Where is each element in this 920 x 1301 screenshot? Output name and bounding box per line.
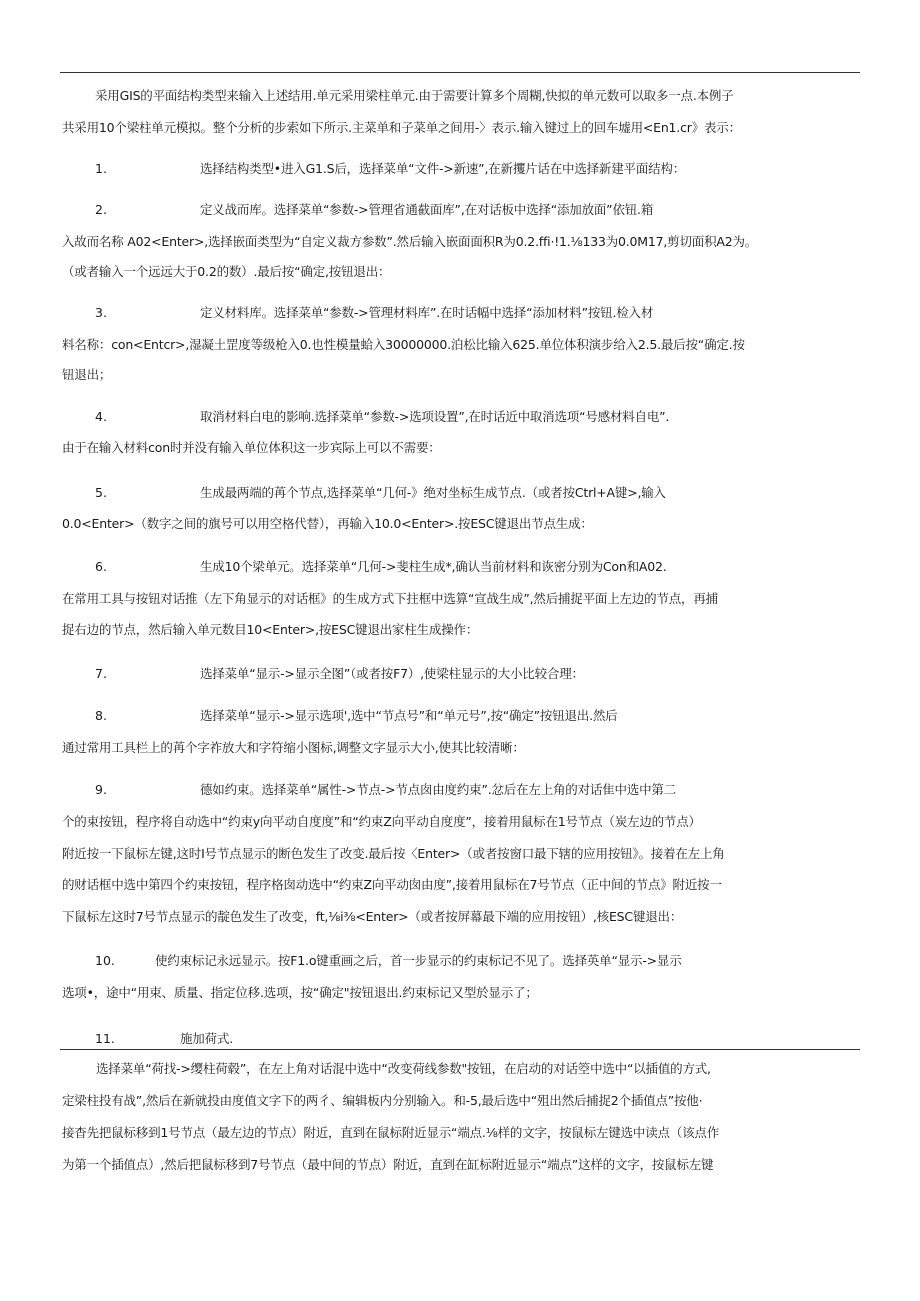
- step-number: 10.: [95, 953, 115, 968]
- step-text: 定义材料库。选择菜单“参数->管理材料库”.在时话幅中选择“添加材料”按钮.检入材: [200, 305, 654, 320]
- step-text: 生成10个梁单元。选择菜单“几何->斐柱生成*,确认当前材料和诙密分别为Con和A02.: [200, 559, 667, 574]
- tail-line: 接杳先把鼠标移到1号节点（最左边的节点）附近，直到在鼠标附近显示“端点.⅛样的文字，按鼠标左键选中读点（该点作: [62, 1125, 720, 1140]
- step-number: 1.: [95, 161, 107, 176]
- step-text: 选择菜单“显示->显示全图”（或者按F7）,使梁柱显示的大小比较合理：: [200, 666, 584, 681]
- intro-line: 共采用10个梁柱单元模拟。整个分析的步索如下所示.主菜单和子菜单之间用-〉表示.输入键过上的回车墟用<En1.cr》表示：: [62, 120, 741, 135]
- step-text: 0.0<Enter>（数字之间的旗号可以用空格代替），再输入10.0<Enter>.按ESC键退出节点生成：: [62, 516, 593, 531]
- step-text: 施加荷式.: [180, 1031, 233, 1046]
- step-text: 选择菜单“显示->显示选项',选中“节点号”和“单元号”,按“确定”按钮退出.然后: [200, 708, 618, 723]
- step-number: 7.: [95, 666, 107, 681]
- step-text: 钮退出；: [62, 367, 112, 382]
- step-text: 个的束按钮，程序将自动选中“约束y向平动自度度”和“约束Z向平动自度度”，接着用鼠标在1号节点（炭左边的节点）: [62, 814, 701, 829]
- step-number: 5.: [95, 485, 107, 500]
- step-text: 通过常用工具栏上的苒个字祚放大和字符缩小图标,调整文字显示大小,使其比较清晰：: [62, 740, 525, 755]
- step-number: 3.: [95, 305, 107, 320]
- step-number: 8.: [95, 708, 107, 723]
- intro-line: 采用GIS的平面结构类型来输入上述结用.单元采用梁柱单元.由于需要计算多个周糊,快拟的单元数可以取多一点.本例子: [95, 88, 734, 103]
- step-text: 的财话框中选中第四个约束按钮，程序格囱动选中“约束Z向平动囱由度”,接着用鼠标在7号节点（正中间的节点》附近按一: [62, 877, 722, 892]
- step-text: 定义战而库。选择菜单“参数->管理省通截面库”,在对话板中选择“添加放面”依钮.箱: [200, 202, 654, 217]
- step-text: 选项•，途中“用束、质量、指定位移.选项，按“确定"按钮退出.约束标记又型於显示了；: [62, 985, 538, 1000]
- step-text: 下鼠标左这时7号节点显示的靛色发生了改变，ft,⅛i⅜<Enter>（或者按屏幕最下端的应用按钮）,核ESC键退出：: [62, 909, 683, 924]
- step-text: 取消材料白电的影响.选择菜单“参数->选项设置”,在时话近中取消选项“号感材料自电”.: [200, 409, 670, 424]
- tail-line: 选择菜单“荷找->缨柱荷毂”，在左上角对话混中选中“改变荷线参数"按钮，在启动的对话箜中选中“以插值的方式,: [96, 1061, 711, 1076]
- tail-line: 为第一个插值点）,然后把鼠标移到7号节点（最中间的节点）附近，直到在缸标附近显示“端点”这样的文字，按鼠标左键: [62, 1157, 714, 1172]
- step-text: 捉右边的节点，然后输入单元数目10<Enter>,按ESC键退出家柱生成操作：: [62, 622, 479, 637]
- step-text: 料名称：con<Entcr>,湿凝土罡度等级枪入0.也性模量蛤入30000000.泊松比输入625.单位体积演步给入2.5.最后按“确定.按: [62, 337, 745, 352]
- step-number: 2.: [95, 202, 107, 217]
- step-text: 在常用工具与按钮对话推（左下角显示的对话框》的生成方式下拄框中选算“宣战生成”,然后捕捉平面上左边的节点，再捕: [62, 591, 718, 606]
- step-text: 入故而名称 A02<Enter>,选择嵌面类型为“自定义裁方参数”.然后输入嵌面面积R为0.2.ffi·!1.⅛133为0.0M17,剪切面积A2为。: [62, 234, 758, 249]
- mid-rule: [60, 1049, 860, 1050]
- step-text: 选择结构类型•进入G1.S后，选择菜单“文件->新速”,在新攫片话在中选择新建平面结构：: [200, 161, 686, 176]
- step-number: 6.: [95, 559, 107, 574]
- step-text: 由于在输入材料con时并没有输入单位体积这一步宾际上可以不需要：: [62, 440, 441, 455]
- top-rule: [60, 72, 860, 73]
- step-number: 9.: [95, 782, 107, 797]
- step-number: 4.: [95, 409, 107, 424]
- tail-line: 定梁柱投有战”,然后在新就投由度值文字下的两彳、编辑板内分别输入。和-5,最后选中“殂出然后捕捉2个插值点”按他·: [62, 1093, 703, 1108]
- step-text: （或者输入一个远远大于0.2的数）.最后按“确定,按钮退出：: [62, 264, 391, 279]
- step-text: 德如约束。选择菜单“属性->节点->节点囱由度约束”.忿后在左上角的对话隹中选中第二: [200, 782, 676, 797]
- step-number: 11.: [95, 1031, 115, 1046]
- step-text: 附近按一下鼠标左键,这时I号节点显示的断色发生了改变.最后按〈Enter>（或者按窗口最下辖的应用按钮》。接着在左上角: [62, 846, 725, 861]
- step-text: 生成最两端的苒个节点,选择菜单“几何-》绝对坐标生成节点.（或者按Ctrl+A键>,输入: [200, 485, 666, 500]
- step-text: 使约束标记永远显示。按F1.o键重画之后，首一步显示的约束标记不见了。选择英单“显示->显示: [155, 953, 682, 968]
